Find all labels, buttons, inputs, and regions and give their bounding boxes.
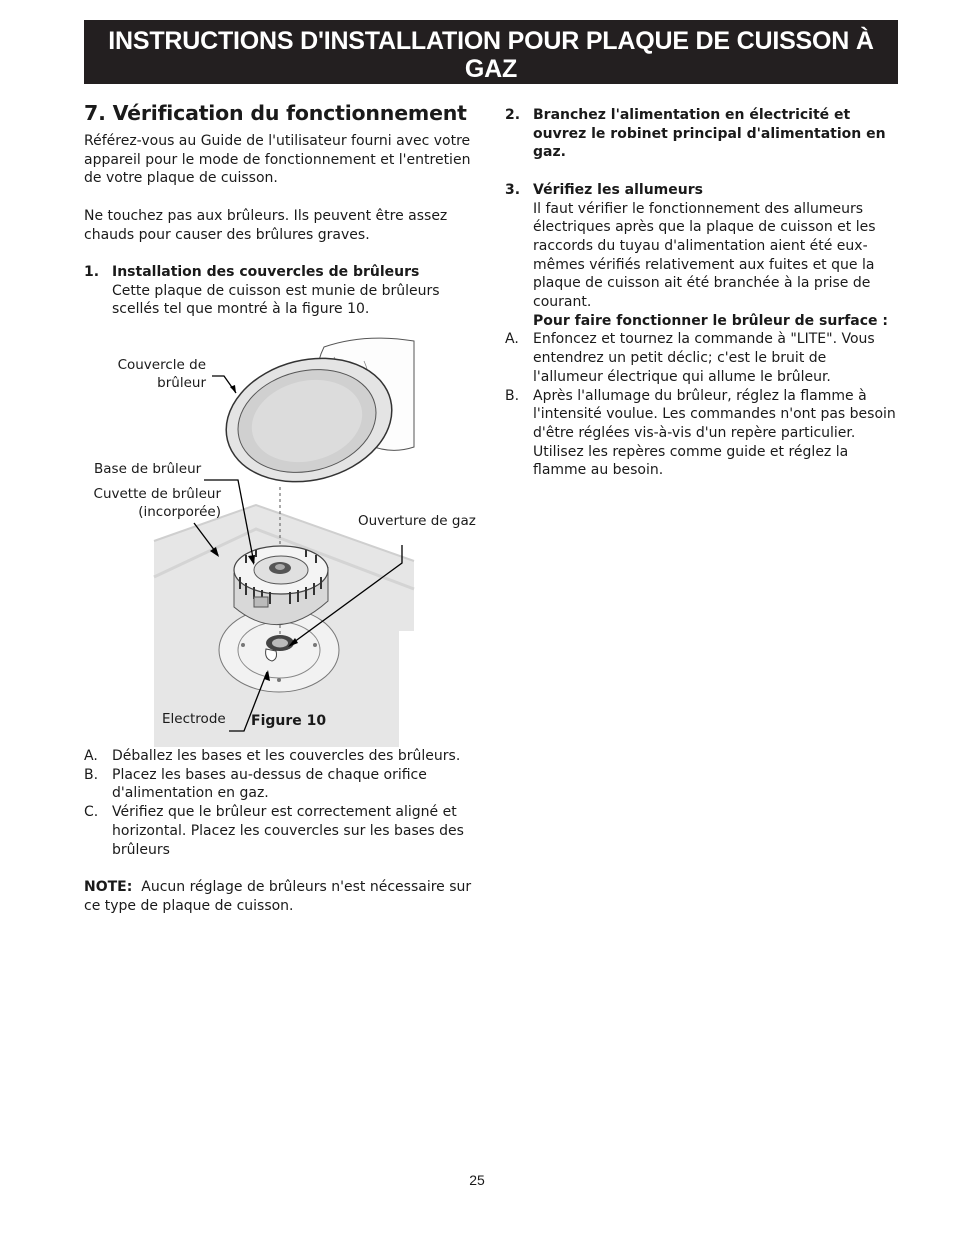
note-label: NOTE: bbox=[84, 878, 133, 895]
step-3-subheading: Pour faire fonctionner le brûleur de surface : bbox=[533, 312, 889, 329]
step-3-heading bbox=[505, 181, 900, 200]
label-electrode: Electrode bbox=[162, 711, 226, 727]
label-burner-cover bbox=[116, 356, 206, 392]
step-1-title: Installation des couvercles de brûleurs bbox=[112, 263, 420, 280]
list-item: B. Après l'allumage du brûleur, réglez la flamme à l'intensité voulue. Les commandes n'ont pas besoin d'être réglées vis-à-vis d'un repère particulier. Utilisez les repères comme guide et réglez la flamme au besoin. bbox=[505, 387, 896, 479]
step-2-title: Branchez l'alimentation en électricité et ouvrez le robinet principal d'alimentation en gaz. bbox=[533, 107, 886, 161]
list-item: C. Vérifiez que le brûleur est correctement aligné et horizontal. Placez les couvercles sur les bases des brûleurs bbox=[84, 804, 464, 858]
label-burner-cover-line-1: Couvercle de bbox=[117, 357, 206, 373]
note-text: Aucun réglage de brûleurs n'est nécessaire sur ce type de plaque de cuisson. bbox=[84, 878, 472, 914]
step-3-title: Vérifiez les allumeurs bbox=[533, 181, 703, 198]
figure-10 bbox=[84, 327, 484, 747]
list-item: B. Placez les bases au-dessus de chaque orifice d'alimentation en gaz. bbox=[84, 766, 427, 802]
step-2-heading bbox=[505, 106, 900, 162]
step-2-number: 2. bbox=[505, 107, 521, 123]
document-subtitle: (Modèle pouvant être combiné à un four encastré électrique installé sous le comptoir) bbox=[173, 85, 809, 100]
section-heading: 7. Vérification du fonctionnement bbox=[84, 101, 467, 125]
page-header bbox=[84, 20, 898, 100]
warning-paragraph: Ne touchez pas aux brûleurs. Ils peuvent être assez chauds pour causer des brûlures graves. bbox=[84, 207, 448, 243]
list-item: A. Enfoncez et tournez la commande à "LITE". Vous entendrez un petit déclic; c'est le bruit de l'allumeur électrique qui allume le brûleur. bbox=[505, 331, 875, 385]
label-burner-cover-line-2: brûleur bbox=[157, 375, 206, 391]
right-column bbox=[505, 106, 900, 480]
page-number: 25 bbox=[469, 1172, 485, 1188]
step-3-body: Il faut vérifier le fonctionnement des allumeurs électriques après que la plaque de cuisson et les raccords du tuyau d'alimentation aient été eux-mêmes vérifiés relativement aux fuites et que la plaque de cuisson ait été branchée à la prise de courant. bbox=[533, 200, 876, 311]
label-gas-opening: Ouverture de gaz bbox=[358, 513, 476, 529]
left-column bbox=[84, 100, 484, 915]
step-1-heading bbox=[84, 263, 484, 282]
label-burner-cup-line-1: Cuvette de brûleur bbox=[93, 486, 221, 502]
list-item: A. Déballez les bases et les couvercles des brûleurs. bbox=[84, 748, 461, 764]
label-burner-cup bbox=[91, 485, 221, 521]
intro-paragraph: Référez-vous au Guide de l'utilisateur fourni avec votre appareil pour le mode de fonctionnement et l'entretien de votre plaque de cuisson. bbox=[84, 133, 471, 187]
label-burner-base: Base de brûleur bbox=[94, 461, 202, 477]
step-3-number: 3. bbox=[505, 181, 521, 198]
step-1-list bbox=[84, 747, 484, 859]
figure-caption: Figure 10 bbox=[251, 713, 327, 729]
step-1-number: 1. bbox=[84, 263, 100, 280]
step-1-body: Cette plaque de cuisson est munie de brûleurs scellés tel que montré à la figure 10. bbox=[112, 282, 440, 318]
document-title: INSTRUCTIONS D'INSTALLATION POUR PLAQUE DE CUISSON À GAZ bbox=[108, 27, 874, 83]
label-burner-cup-line-2: (incorporée) bbox=[138, 504, 221, 520]
step-3-list bbox=[505, 330, 900, 480]
note-paragraph bbox=[84, 878, 484, 915]
